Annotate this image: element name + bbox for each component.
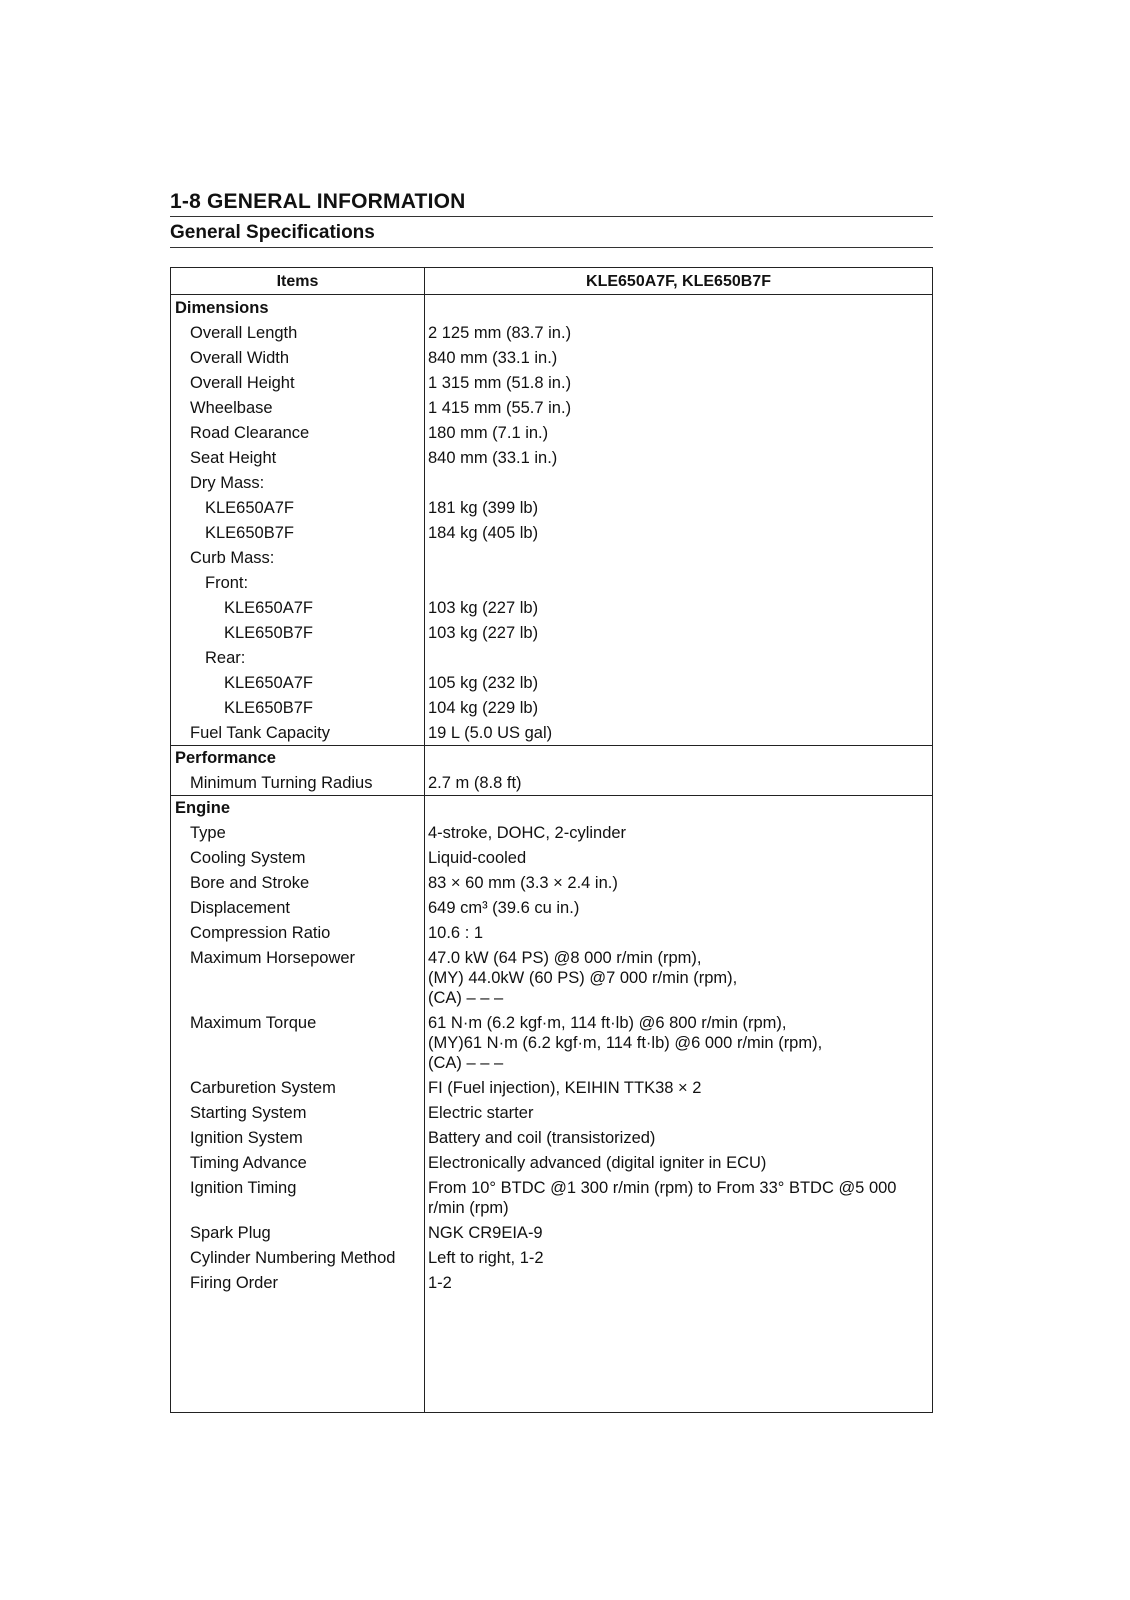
spec-item-label: Ignition Timing xyxy=(190,1178,297,1197)
spec-value xyxy=(421,523,932,543)
spec-value xyxy=(421,898,932,918)
column-header-items: Items xyxy=(276,273,319,290)
spec-item-label: KLE650B7F xyxy=(205,523,294,542)
section-row xyxy=(171,795,932,820)
spec-item-label: Dry Mass: xyxy=(190,473,265,492)
spec-item-label: Overall Height xyxy=(190,373,295,392)
spec-value-line: FI (Fuel injection), KEIHIN TTK38 × 2 xyxy=(428,1078,702,1097)
spec-value xyxy=(421,1153,932,1173)
spec-item-label: Road Clearance xyxy=(190,423,310,442)
spec-row xyxy=(171,520,932,545)
spec-value-line: 47.0 kW (64 PS) @8 000 r/min (rpm), xyxy=(428,948,702,967)
spec-row xyxy=(171,570,932,595)
spec-value xyxy=(421,873,932,893)
spec-row xyxy=(171,695,932,720)
spec-value xyxy=(421,1103,932,1123)
spec-value-line: 1-2 xyxy=(428,1273,452,1292)
spec-value xyxy=(421,598,932,618)
spec-value xyxy=(421,948,932,1008)
section-heading: Dimensions xyxy=(175,298,269,317)
spec-value xyxy=(421,423,932,443)
spec-row xyxy=(171,645,932,670)
spec-item-label: KLE650A7F xyxy=(224,673,313,692)
spec-item-label: Firing Order xyxy=(190,1273,279,1292)
spec-row xyxy=(171,370,932,395)
spec-value-line: 104 kg (229 lb) xyxy=(428,698,539,717)
spec-value-line: Battery and coil (transistorized) xyxy=(428,1128,656,1147)
spec-row xyxy=(171,1125,932,1150)
spec-row xyxy=(171,345,932,370)
spec-value-line: (CA) – – – xyxy=(428,988,504,1007)
section-rule xyxy=(171,795,932,796)
spec-row xyxy=(171,670,932,695)
spec-table xyxy=(170,267,933,1413)
spec-value-line: 83 × 60 mm (3.3 × 2.4 in.) xyxy=(428,873,618,892)
spec-item-label: Overall Length xyxy=(190,323,298,342)
spec-value xyxy=(421,573,932,593)
spec-value xyxy=(421,773,932,793)
spec-row xyxy=(171,870,932,895)
spec-value-line: Left to right, 1-2 xyxy=(428,1248,544,1267)
spec-item-label: Seat Height xyxy=(190,448,277,467)
spec-item-label: Cylinder Numbering Method xyxy=(190,1248,396,1267)
spec-row xyxy=(171,445,932,470)
spec-item-label: Curb Mass: xyxy=(190,548,275,567)
spec-item-label: Wheelbase xyxy=(190,398,273,417)
spec-value xyxy=(421,698,932,718)
spec-value xyxy=(421,1223,932,1243)
spec-value xyxy=(421,673,932,693)
spec-row xyxy=(171,1220,932,1245)
spec-row xyxy=(171,1075,932,1100)
spec-value-line: (CA) – – – xyxy=(428,1053,504,1072)
spec-row xyxy=(171,945,932,1010)
spec-value xyxy=(421,1013,932,1073)
spec-row xyxy=(171,720,932,745)
spec-value xyxy=(421,498,932,518)
spec-item-label: KLE650A7F xyxy=(205,498,294,517)
spec-item-label: Displacement xyxy=(190,898,290,917)
section-heading: Engine xyxy=(175,798,231,817)
section-title: General Specifications xyxy=(170,222,375,243)
spec-value xyxy=(421,1078,932,1098)
spec-row xyxy=(171,1245,932,1270)
spec-item-label: KLE650B7F xyxy=(224,698,313,717)
spec-item-label: KLE650A7F xyxy=(224,598,313,617)
spec-value xyxy=(421,623,932,643)
spec-value xyxy=(421,348,932,368)
spec-value-line: From 10° BTDC @1 300 r/min (rpm) to From 33° BTDC @5 000 r/min (rpm) xyxy=(428,1178,897,1217)
spec-value-line: 180 mm (7.1 in.) xyxy=(428,423,549,442)
spec-item-label: Maximum Torque xyxy=(190,1013,317,1032)
spec-value xyxy=(421,373,932,393)
spec-row xyxy=(171,1100,932,1125)
spec-row xyxy=(171,395,932,420)
spec-value xyxy=(421,823,932,843)
spec-row xyxy=(171,470,932,495)
spec-row xyxy=(171,1150,932,1175)
spec-value xyxy=(421,648,932,668)
spec-row xyxy=(171,1175,932,1220)
spec-item-label: Compression Ratio xyxy=(190,923,331,942)
spec-value-line: NGK CR9EIA-9 xyxy=(428,1223,543,1242)
spec-value-line: (MY)61 N·m (6.2 kgf·m, 114 ft·lb) @6 000 r/min (rpm), xyxy=(428,1033,823,1052)
spec-item-label: Overall Width xyxy=(190,348,290,367)
spec-item-label: Spark Plug xyxy=(190,1223,271,1242)
spec-row xyxy=(171,845,932,870)
spec-row xyxy=(171,320,932,345)
spec-row xyxy=(171,820,932,845)
spec-row xyxy=(171,620,932,645)
spec-value-line: 103 kg (227 lb) xyxy=(428,598,539,617)
spec-item-label: Fuel Tank Capacity xyxy=(190,723,331,742)
spec-item-label: Bore and Stroke xyxy=(190,873,310,892)
spec-value xyxy=(421,1128,932,1148)
spec-value-line: Electric starter xyxy=(428,1103,534,1122)
column-header-models: KLE650A7F, KLE650B7F xyxy=(586,273,771,290)
spec-row xyxy=(171,770,932,795)
page-title: 1-8 GENERAL INFORMATION xyxy=(170,190,466,213)
section-value-empty xyxy=(421,748,932,768)
spec-value xyxy=(421,848,932,868)
spec-row xyxy=(171,495,932,520)
spec-row xyxy=(171,920,932,945)
spec-row xyxy=(171,895,932,920)
spec-row xyxy=(171,595,932,620)
spec-item-label: Timing Advance xyxy=(190,1153,307,1172)
spec-value-line: 1 315 mm (51.8 in.) xyxy=(428,373,572,392)
spec-value xyxy=(421,473,932,493)
spec-value xyxy=(421,723,932,743)
spec-row xyxy=(171,1010,932,1075)
spec-value-line: 181 kg (399 lb) xyxy=(428,498,539,517)
spec-row xyxy=(171,1270,932,1295)
spec-value-line: 649 cm³ (39.6 cu in.) xyxy=(428,898,580,917)
spec-value-line: 840 mm (33.1 in.) xyxy=(428,448,558,467)
section-value-empty xyxy=(421,798,932,818)
section-rule xyxy=(171,745,932,746)
spec-item-label: Front: xyxy=(205,573,249,592)
spec-value xyxy=(421,398,932,418)
spec-value-line: 184 kg (405 lb) xyxy=(428,523,539,542)
spec-item-label: Minimum Turning Radius xyxy=(190,773,373,792)
spec-value xyxy=(421,323,932,343)
spec-item-label: Rear: xyxy=(205,648,246,667)
page-header xyxy=(170,188,933,248)
spec-value-line: Electronically advanced (digital igniter in ECU) xyxy=(428,1153,767,1172)
spec-item-label: KLE650B7F xyxy=(224,623,313,642)
spec-value-line: 2 125 mm (83.7 in.) xyxy=(428,323,572,342)
spec-item-label: Ignition System xyxy=(190,1128,303,1147)
spec-item-label: Cooling System xyxy=(190,848,306,867)
spec-value xyxy=(421,1248,932,1268)
spec-value-line: 19 L (5.0 US gal) xyxy=(428,723,553,742)
spec-value-line: 10.6 : 1 xyxy=(428,923,484,942)
section-value-empty xyxy=(421,298,932,318)
section-row xyxy=(171,745,932,770)
spec-value-line: 4-stroke, DOHC, 2-cylinder xyxy=(428,823,627,842)
section-row xyxy=(171,295,932,320)
spec-value xyxy=(421,1178,932,1218)
spec-value-line: 61 N·m (6.2 kgf·m, 114 ft·lb) @6 800 r/min (rpm), xyxy=(428,1013,787,1032)
spec-value-line: 2.7 m (8.8 ft) xyxy=(428,773,522,792)
spec-value-line: 1 415 mm (55.7 in.) xyxy=(428,398,572,417)
spec-item-label: Starting System xyxy=(190,1103,307,1122)
spec-value-line: 840 mm (33.1 in.) xyxy=(428,348,558,367)
spec-value xyxy=(421,923,932,943)
spec-value xyxy=(421,448,932,468)
spec-value-line: 105 kg (232 lb) xyxy=(428,673,539,692)
spec-value xyxy=(421,548,932,568)
section-rule xyxy=(170,247,933,248)
spec-row xyxy=(171,545,932,570)
spec-value-line: 103 kg (227 lb) xyxy=(428,623,539,642)
spec-value-line: Liquid-cooled xyxy=(428,848,527,867)
spec-value-line: (MY) 44.0kW (60 PS) @7 000 r/min (rpm), xyxy=(428,968,738,987)
spec-row xyxy=(171,420,932,445)
spec-item-label: Carburetion System xyxy=(190,1078,336,1097)
spec-value xyxy=(421,1273,932,1293)
section-heading: Performance xyxy=(175,748,276,767)
spec-item-label: Type xyxy=(190,823,226,842)
spec-item-label: Maximum Horsepower xyxy=(190,948,356,967)
